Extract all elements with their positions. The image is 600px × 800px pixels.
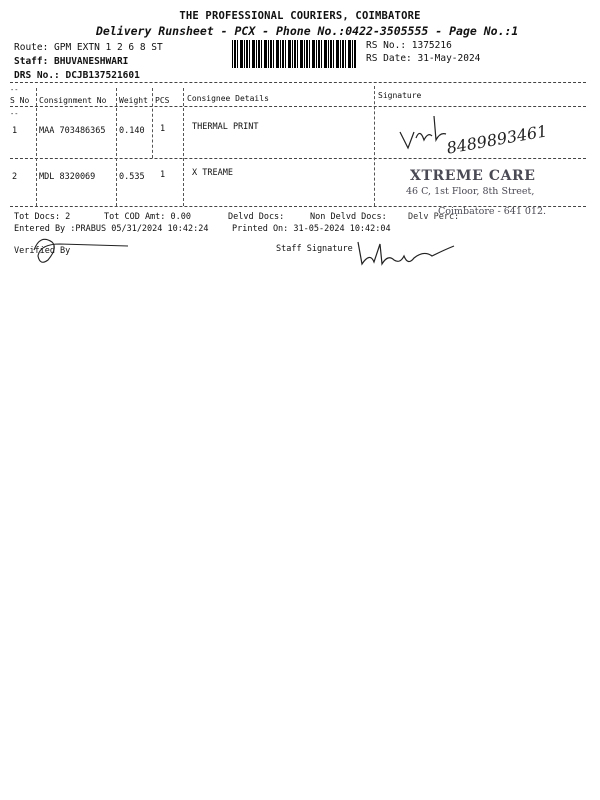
col-header-consignee: Consignee Details	[187, 94, 269, 103]
divider	[10, 106, 586, 107]
row-weight: 0.535	[119, 172, 145, 182]
col-header-signature: Signature	[378, 91, 422, 100]
row-consignee: THERMAL PRINT	[192, 122, 259, 132]
verifier-signature	[30, 226, 130, 270]
verified-by: Verified By	[14, 246, 71, 256]
non-delivered-docs: Non Delvd Docs:	[310, 212, 387, 222]
route-line: Route: GPM EXTN 1 2 6 8 ST	[14, 42, 163, 53]
row-consignment: MDL 8320069	[39, 172, 96, 182]
row-pcs: 1	[160, 170, 166, 180]
dash-mark: --	[10, 110, 19, 118]
dash-mark: --	[10, 86, 19, 94]
staff-signature-scribble	[354, 236, 474, 272]
row-weight: 0.140	[119, 126, 145, 136]
stamp-address-line: 46 C, 1st Floor, 8th Street,	[406, 186, 535, 197]
drs-number: DRS No.: DCJB137521601	[14, 70, 140, 81]
total-cod-amount: Tot COD Amt: 0.00	[104, 212, 191, 222]
delivered-docs: Delvd Docs:	[228, 212, 285, 222]
handwritten-phone: 8489893461	[445, 121, 549, 158]
column-rule	[374, 86, 375, 206]
stamp-name: XTREME CARE	[410, 168, 536, 184]
entered-by: Entered By :PRABUS 05/31/2024 10:42:24	[14, 224, 209, 234]
col-header-sno: S No	[10, 96, 30, 105]
company-name: THE PROFESSIONAL COURIERS, COIMBATORE	[179, 10, 421, 22]
col-header-weight: Weight	[119, 96, 148, 105]
col-header-consignment: Consignment No	[39, 96, 107, 105]
staff-line: Staff: BHUVANESHWARI	[14, 56, 129, 67]
runsheet-title: Delivery Runsheet - PCX - Phone No.:0422-3505555 - Page No.:1	[96, 24, 519, 38]
printed-on: Printed On: 31-05-2024 10:42:04	[232, 224, 391, 234]
barcode	[232, 40, 356, 68]
divider	[10, 82, 586, 83]
rs-date: RS Date: 31-May-2024	[366, 53, 481, 64]
rs-number: RS No.: 1375216	[366, 40, 452, 51]
row-sno: 1	[12, 126, 18, 136]
row-sno: 2	[12, 172, 18, 182]
row-consignment: MAA 703486365	[39, 126, 106, 136]
total-docs: Tot Docs: 2	[14, 212, 71, 222]
col-header-pcs: PCS	[155, 96, 170, 105]
row-pcs: 1	[160, 124, 166, 134]
stamp-address-line: Coimbatore - 641 012.	[438, 206, 547, 217]
staff-signature-label: Staff Signature	[276, 244, 353, 254]
column-rule	[183, 88, 184, 206]
column-rule	[152, 88, 153, 158]
row-consignee: X TREAME	[192, 168, 233, 178]
column-rule	[116, 88, 117, 206]
column-rule	[36, 88, 37, 206]
company-stamp	[400, 164, 550, 218]
delivery-percentage: Delv Perc:	[408, 212, 460, 222]
